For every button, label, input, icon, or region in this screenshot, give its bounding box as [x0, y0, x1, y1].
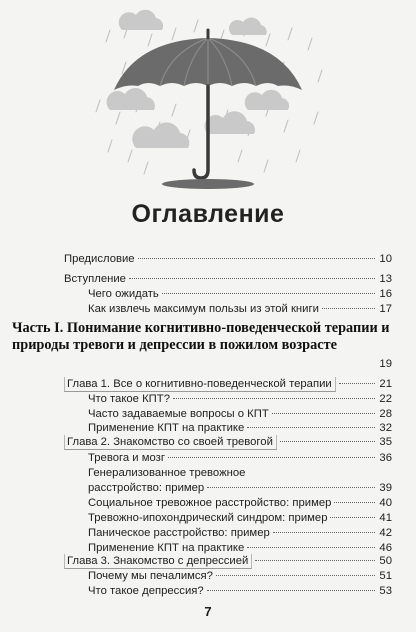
- dot-leader: [330, 517, 375, 518]
- dot-leader: [216, 575, 375, 576]
- toc-entry[interactable]: [64, 272, 392, 286]
- toc-entry[interactable]: [88, 392, 392, 406]
- toc-entry-title: Применение КПТ на практике: [88, 422, 245, 434]
- toc-entry-title: Социальное тревожное расстройство: пример: [88, 497, 332, 509]
- dot-leader: [247, 427, 375, 428]
- dot-leader: [255, 560, 375, 561]
- part-page: 19: [379, 358, 392, 370]
- chapter-page: 50: [379, 555, 392, 567]
- chapter-title: Глава 3. Знакомство с депрессией: [64, 554, 252, 569]
- dot-leader: [129, 278, 375, 279]
- toc-entry-page: 53: [379, 585, 392, 597]
- toc-entry-page: 40: [379, 497, 392, 509]
- toc-entry-title: Часто задаваемые вопросы о КПТ: [88, 408, 269, 420]
- chapter-title: Глава 1. Все о когнитивно-поведенческой терапии: [64, 377, 336, 392]
- dot-leader: [168, 457, 375, 458]
- page-number: 7: [204, 604, 212, 619]
- chapter-page: 35: [379, 436, 392, 448]
- toc-entry-title: Тревога и мозг: [88, 452, 165, 464]
- toc-entry-title: Предисловие: [64, 253, 135, 265]
- toc-entry-line[interactable]: [88, 466, 392, 480]
- dot-leader: [272, 413, 375, 414]
- toc-entry[interactable]: [88, 569, 392, 583]
- toc-entry-title: Генерализованное тревожное: [88, 467, 246, 479]
- toc-entry-page: 51: [379, 570, 392, 582]
- part-title[interactable]: Часть I. Понимание когнитивно-поведенческой терапии и природы тревоги и депрессии в пожилом возрасте: [12, 320, 390, 353]
- page-title: Оглавление: [131, 200, 285, 228]
- toc-entry-title: Вступление: [64, 273, 126, 285]
- toc-entry[interactable]: [64, 252, 392, 266]
- toc-entry-page: 22: [379, 393, 392, 405]
- chapter-entry[interactable]: [64, 554, 392, 569]
- chapter-title: Глава 2. Знакомство со своей тревогой: [64, 435, 277, 450]
- toc-entry-title: Тревожно-ипохондрический синдром: пример: [88, 512, 328, 524]
- toc-entry-title: Как извлечь максимум пользы из этой книги: [88, 303, 319, 315]
- toc-entry[interactable]: [88, 421, 392, 435]
- toc-entry-page: 41: [379, 512, 392, 524]
- toc-entry-title: Применение КПТ на практике: [88, 542, 245, 554]
- toc-entry[interactable]: [88, 302, 392, 316]
- dot-leader: [273, 532, 375, 533]
- toc-entry-page: 10: [379, 253, 392, 265]
- toc-entry-page: 36: [379, 452, 392, 464]
- toc-entry-title: расстройство: пример: [88, 482, 205, 494]
- toc-entry[interactable]: [88, 496, 392, 510]
- dot-leader: [173, 398, 375, 399]
- toc-entry[interactable]: [88, 451, 392, 465]
- toc-entry[interactable]: [88, 541, 392, 555]
- dot-leader: [207, 590, 375, 591]
- toc-entry[interactable]: [88, 584, 392, 598]
- dot-leader: [339, 383, 375, 384]
- toc-entry-page: 39: [379, 482, 392, 494]
- dot-leader: [207, 487, 375, 488]
- toc-entry-title: Паническое расстройство: пример: [88, 527, 270, 539]
- chapter-entry[interactable]: [64, 435, 392, 450]
- dot-leader: [162, 293, 375, 294]
- toc-entry-page: 17: [379, 303, 392, 315]
- toc-entry-title: Чего ожидать: [88, 288, 159, 300]
- dot-leader: [322, 308, 375, 309]
- toc-entry[interactable]: [88, 511, 392, 525]
- toc-entry-page: 16: [379, 288, 392, 300]
- chapter-page: 21: [379, 378, 392, 390]
- toc-entry-title: Почему мы печалимся?: [88, 570, 213, 582]
- toc-entry[interactable]: [88, 481, 392, 495]
- toc-entry-page: 42: [379, 527, 392, 539]
- toc-entry-page: 46: [379, 542, 392, 554]
- dot-leader: [280, 441, 375, 442]
- toc-entry-title: Что такое КПТ?: [88, 393, 170, 405]
- toc-entry[interactable]: [88, 526, 392, 540]
- toc-entry-page: 28: [379, 408, 392, 420]
- chapter-entry[interactable]: [64, 377, 392, 392]
- dot-leader: [247, 547, 375, 548]
- toc-entry-title: Что такое депрессия?: [88, 585, 204, 597]
- dot-leader: [138, 258, 375, 259]
- toc-entry-page: 13: [379, 273, 392, 285]
- dot-leader: [334, 502, 375, 503]
- toc-entry[interactable]: [88, 287, 392, 301]
- toc-entry-page: 32: [379, 422, 392, 434]
- toc-entry[interactable]: [88, 407, 392, 421]
